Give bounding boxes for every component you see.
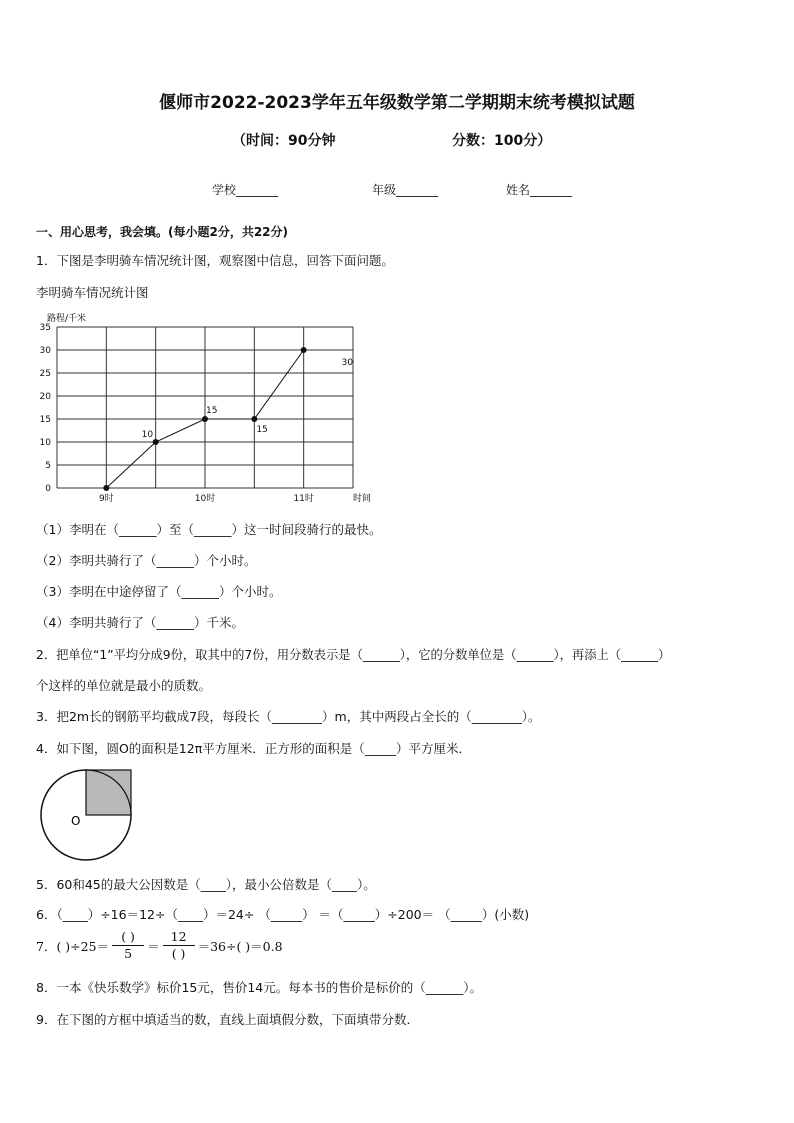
chart-title: 李明骑车情况统计图 [36,285,149,300]
q7-part1: 7．( )÷25＝ [36,938,110,954]
y-tick-label: 10 [39,438,51,448]
data-point [301,347,307,353]
y-tick-label: 5 [45,461,51,471]
question-2-line2: 个这样的单位就是最小的质数。 [36,678,212,693]
x-tick-label: 11时 [293,494,314,504]
q7-part2: ＝36÷( )＝0.8 [197,938,283,954]
x-tick-label: 9时 [98,494,114,504]
exam-time: （时间：90分钟 [232,133,336,149]
x-tick-label: 10时 [194,494,216,504]
question-2-line1: 2．把单位“1”平均分成9份，取其中的7份，用分数表示是（______），它的分数单位是（______），再添上（______） [36,648,671,662]
data-label: 10 [141,430,154,440]
question-1-2: （2）李明共骑行了（______）个小时。 [36,553,257,568]
y-tick-label: 0 [45,484,51,494]
page-title: 偃师市2022-2023学年五年级数学第二学期期末统考模拟试题 [159,93,635,113]
circle-center-label: O [71,814,81,828]
question-6: 6．（____）÷16＝12÷（____）＝24÷ （_____） ＝（_____）÷200＝ （_____）(小数) [36,907,530,922]
data-point [202,416,208,422]
question-1-3: （3）李明在中途停留了（______）个小时。 [36,584,282,599]
y-tick-label: 25 [39,369,51,379]
exam-score: 分数：100分） [452,133,552,149]
y-axis-label: 路程/千米 [47,314,87,324]
data-point [153,439,159,445]
line-chart [0,300,400,515]
question-9: 9．在下图的方框中填适当的数，直线上面填假分数，下面填带分数． [36,1012,419,1027]
question-1-1: （1）李明在（______）至（______）这一时间段骑行的最快。 [36,522,382,537]
question-8: 8．一本《快乐数学》标价15元，售价14元。每本书的售价是标价的（______）。 [36,980,483,995]
q7-fraction-1 [112,929,144,962]
question-5: 5．60和45的最大公因数是（____），最小公倍数是（____）。 [36,877,376,892]
q7-equals: ＝ [147,938,160,954]
q7-frac2-denominator: ( ) [171,946,186,961]
x-axis-label: 时间 [353,494,372,504]
square-shape [86,770,131,815]
grade-field: 年级_______ [372,183,439,197]
y-tick-label: 15 [39,415,51,425]
data-point [103,485,109,491]
section-heading: 一、用心思考，我会填。(每小题2分，共22分) [36,225,289,239]
name-field: 姓名_______ [506,183,573,197]
q7-frac1-denominator: 5 [124,946,133,961]
y-tick-label: 35 [39,323,51,333]
q7-frac1-numerator: ( ) [112,929,144,946]
q7-fraction-2 [163,929,195,962]
question-3: 3．把2m长的钢筋平均截成7段，每段长（________）m，其中两段占全长的（________）。 [36,709,541,724]
data-point [251,416,257,422]
y-tick-label: 30 [39,346,51,356]
y-tick-label: 20 [39,392,51,402]
question-7 [36,929,283,962]
data-label: 15 [256,425,268,435]
circle-square-figure [34,765,144,865]
chart-grid [57,327,353,488]
q7-frac2-numerator: 12 [163,929,195,946]
data-label: 15 [206,406,218,416]
question-1: 1．下图是李明骑车情况统计图，观察图中信息，回答下面问题。 [36,253,394,268]
data-label: 30 [341,358,354,368]
question-4: 4．如下图，圆O的面积是12π平方厘米．正方形的面积是（_____）平方厘米． [36,741,471,756]
school-field: 学校_______ [212,183,279,197]
question-1-4: （4）李明共骑行了（______）千米。 [36,615,244,630]
